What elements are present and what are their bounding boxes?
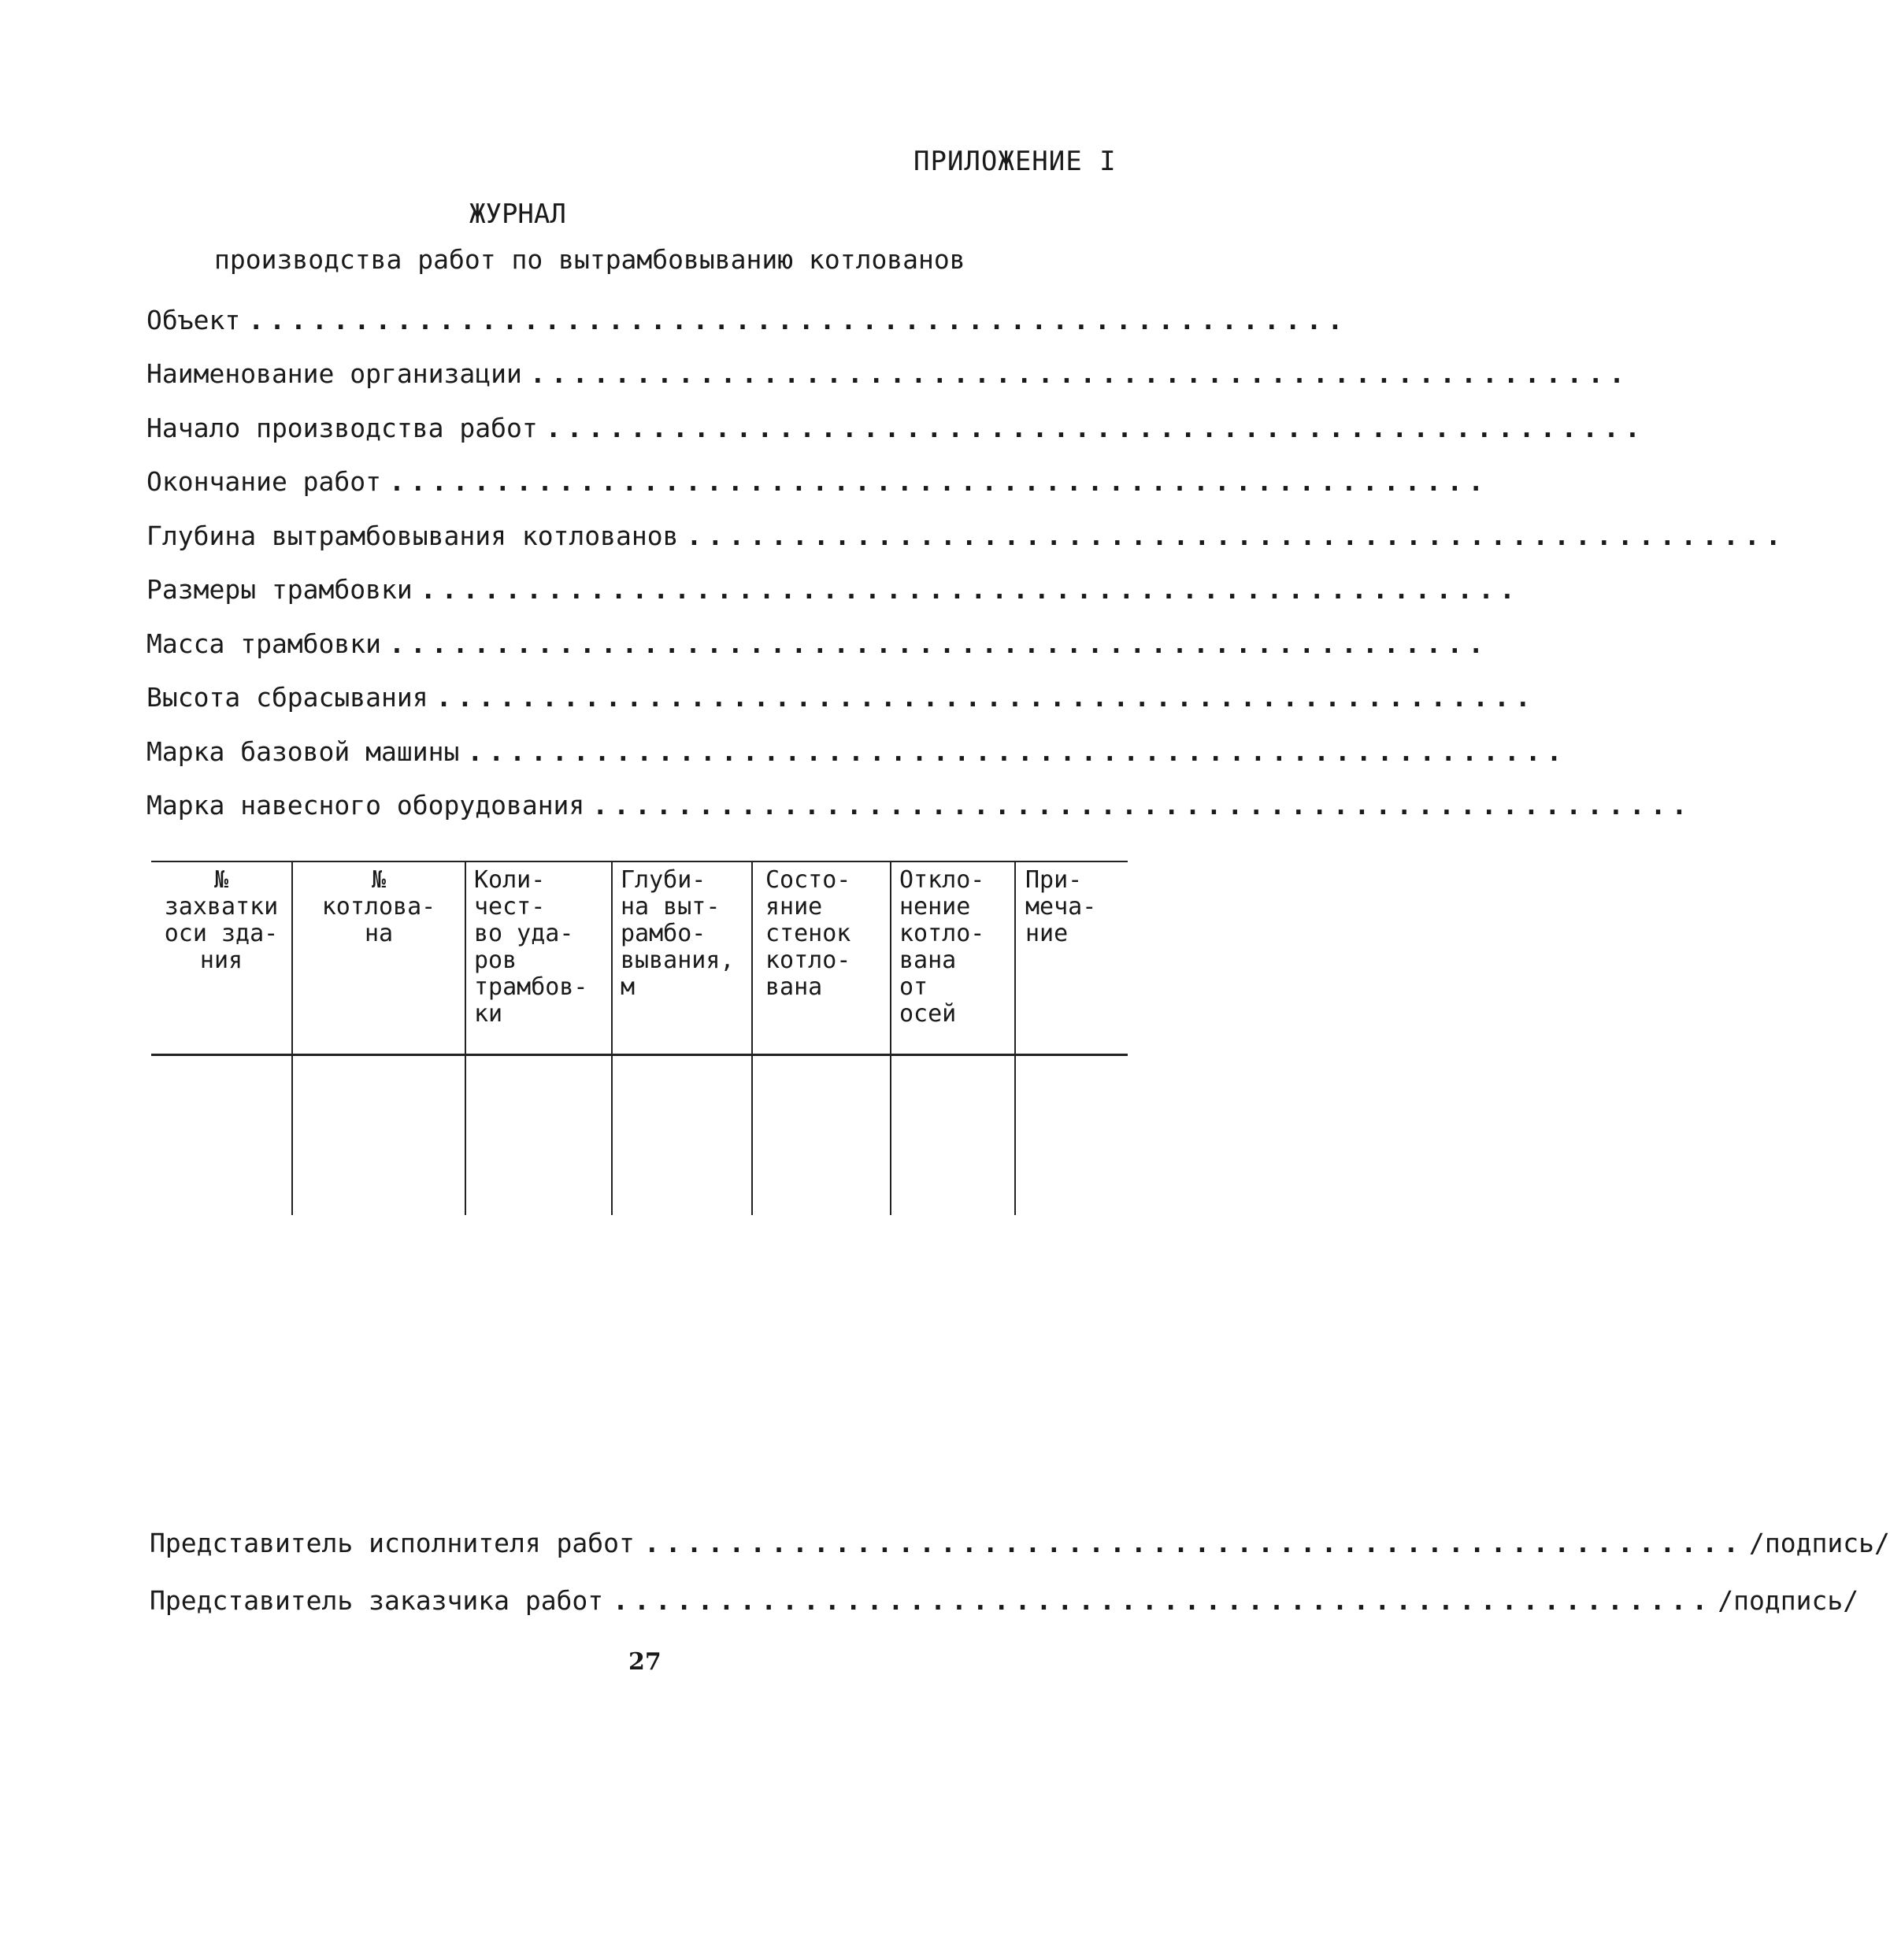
table-header-rule: [151, 1054, 1128, 1056]
dot-leader: ....................................................: [592, 790, 1693, 821]
column-header-depth: Глуби- на выт- рамбо- вывания, м: [621, 866, 735, 1001]
dot-leader: ....................................................: [248, 304, 1349, 335]
field-label: Наименование организации: [146, 358, 522, 390]
table-top-rule: [151, 861, 1128, 862]
column-divider: [1014, 861, 1016, 1215]
field-start-date: [146, 401, 1646, 455]
column-header-deviation: Откло- нение котло- вана от осей: [899, 866, 985, 1028]
signature-contractor: [150, 1528, 1890, 1558]
field-label: Марка базовой машины: [146, 735, 460, 767]
field-drop-height: [146, 671, 1536, 725]
dot-leader: ....................................................: [529, 358, 1630, 390]
column-divider: [611, 861, 613, 1215]
column-header-blows: Коли- чест- во уда- ров трамбов- ки: [474, 866, 588, 1028]
field-rammer-mass: [146, 617, 1490, 671]
column-divider: [890, 861, 891, 1215]
field-label: Размеры трамбовки: [146, 574, 413, 606]
column-header-walls: Состо- яние стенок котло- вана: [765, 866, 851, 1001]
signature-note: /подпись/: [1718, 1585, 1859, 1616]
column-header-pit-number: № котлова- на: [321, 866, 436, 947]
field-attachment: [146, 779, 1693, 833]
column-header-notes: При- меча- ние: [1025, 866, 1097, 947]
field-rammer-size: [146, 563, 1521, 617]
field-label: Окончание работ: [146, 466, 382, 498]
field-object: [146, 293, 1349, 347]
field-label: Высота сбрасывания: [146, 682, 428, 713]
field-end-date: [146, 455, 1490, 509]
field-base-machine: [146, 724, 1568, 779]
field-label: Масса трамбовки: [146, 628, 382, 659]
dot-leader: ....................................................: [686, 520, 1787, 551]
dot-leader: ....................................................: [435, 682, 1536, 713]
dot-leader: ....................................................: [389, 466, 1490, 498]
journal-table: [151, 861, 1128, 1215]
signature-label: Представитель исполнителя работ: [150, 1528, 635, 1558]
field-depth: [146, 509, 1787, 563]
dot-leader: ....................................................: [545, 412, 1646, 443]
journal-subtitle: производства работ по вытрамбовыванию котлованов: [214, 244, 965, 275]
dot-leader: ....................................................: [420, 574, 1521, 606]
dot-leader: ....................................................: [389, 628, 1490, 659]
journal-fields: [146, 293, 1787, 832]
field-label: Объект: [146, 304, 241, 335]
column-divider: [465, 861, 466, 1215]
field-organization: [146, 347, 1630, 402]
field-label: Начало производства работ: [146, 412, 538, 443]
column-header-section: № захватки оси зда- ния: [164, 866, 279, 974]
signature-note: /подпись/: [1749, 1528, 1890, 1558]
page-number: 27: [628, 1648, 662, 1676]
dot-leader: ....................................................: [643, 1528, 1745, 1558]
dot-leader: ....................................................: [613, 1585, 1714, 1616]
field-label: Глубина вытрамбовывания котлованов: [146, 520, 679, 551]
field-label: Марка навесного оборудования: [146, 790, 585, 821]
signature-label: Представитель заказчика работ: [150, 1585, 604, 1616]
journal-title: ЖУРНАЛ: [469, 198, 566, 230]
column-divider: [751, 861, 753, 1215]
signature-customer: [150, 1585, 1859, 1616]
appendix-label: ПРИЛОЖЕНИЕ I: [914, 146, 1117, 177]
dot-leader: ....................................................: [467, 735, 1568, 767]
